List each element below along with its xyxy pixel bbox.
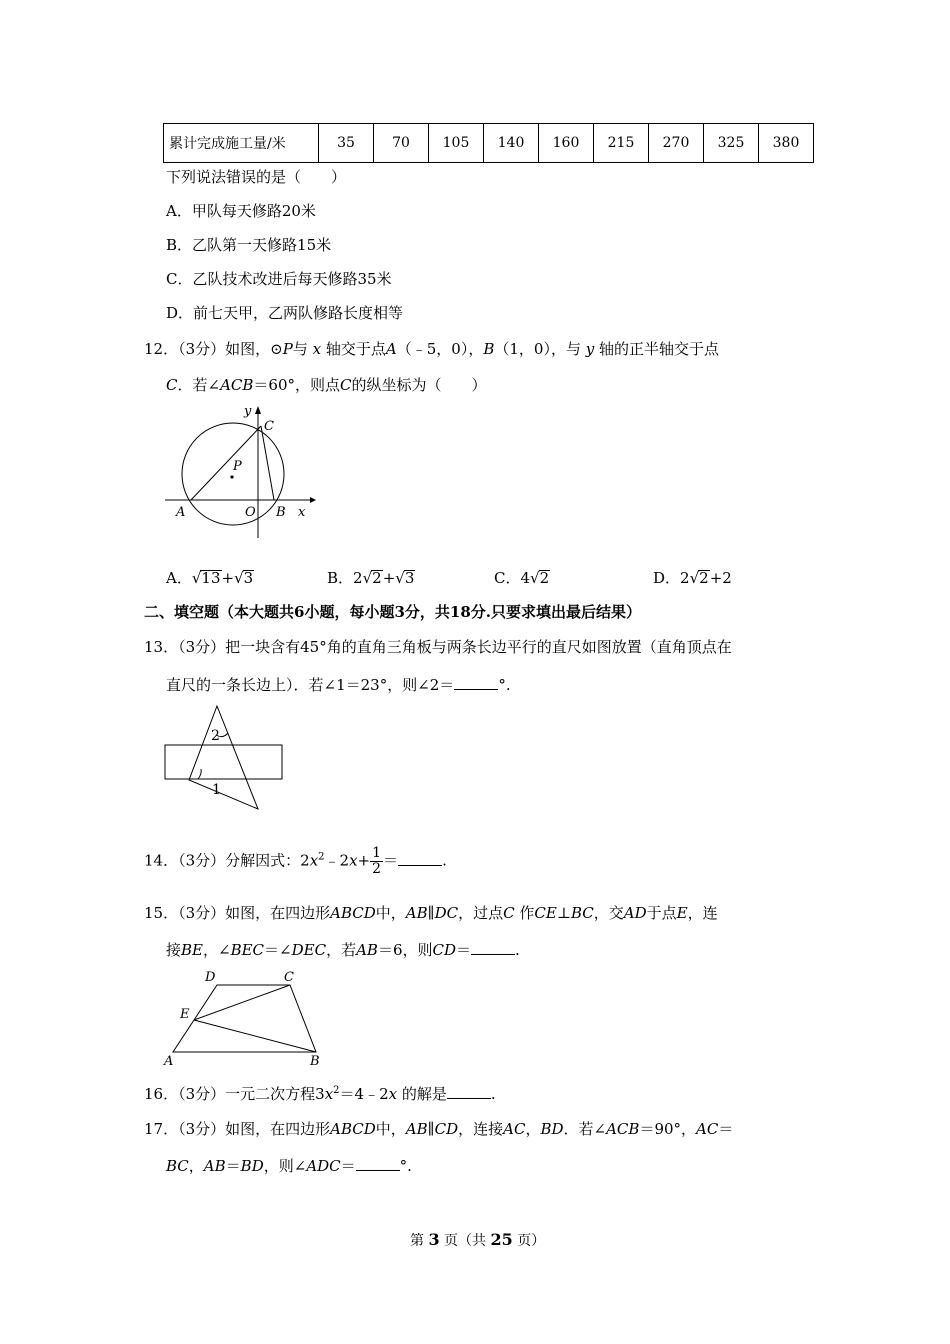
label-p: P bbox=[233, 459, 242, 474]
label-c: C bbox=[284, 970, 294, 985]
table-row bbox=[164, 124, 814, 163]
q12-line1: 12．（3分）如图，⊙P与 x 轴交于点A（﹣5，0），B（1，0），与 y 轴的正半轴交于点 bbox=[144, 340, 720, 358]
q12-option-c: C．4√2 bbox=[494, 569, 550, 587]
table-cell: 325 bbox=[704, 124, 759, 163]
label-b: B bbox=[276, 505, 286, 520]
construction-table bbox=[163, 123, 814, 163]
label-a: A bbox=[164, 1054, 174, 1069]
table-cell: 270 bbox=[649, 124, 704, 163]
label-x: x bbox=[298, 505, 306, 520]
q12-figure bbox=[160, 400, 320, 540]
q13-line2: 直尺的一条长边上）．若∠1＝23°，则∠2＝ °. bbox=[166, 676, 511, 694]
q13-line1: 13．（3分）把一块含有45°角的直角三角板与两条长边平行的直尺如图放置（直角顶点在 bbox=[144, 638, 732, 656]
y-axis-arrow-icon bbox=[255, 406, 261, 414]
ruler bbox=[165, 745, 282, 779]
table-cell: 70 bbox=[374, 124, 429, 163]
circle-p bbox=[182, 423, 284, 525]
label-d: D bbox=[205, 970, 216, 985]
table-cell: 380 bbox=[759, 124, 814, 163]
q13-figure bbox=[160, 702, 290, 814]
q12-option-a: A．√13+√3 bbox=[166, 569, 254, 587]
angle-1-arc bbox=[198, 769, 201, 779]
table-header-cell: 累计完成施工量/米 bbox=[164, 124, 319, 163]
table-cell: 160 bbox=[539, 124, 594, 163]
q15-figure bbox=[160, 964, 335, 1070]
table-cell: 140 bbox=[484, 124, 539, 163]
q11-option-b: B．乙队第一天修路15米 bbox=[166, 236, 332, 254]
label-o: O bbox=[245, 505, 256, 520]
q12-option-b: B．2√2+√3 bbox=[327, 569, 415, 587]
answer-blank[interactable] bbox=[356, 1156, 400, 1171]
q15-line1: 15．（3分）如图，在四边形ABCD中，AB∥DC，过点C 作CE⊥BC，交AD于点E，连 bbox=[144, 904, 718, 922]
table-cell: 215 bbox=[594, 124, 649, 163]
label-c: C bbox=[264, 419, 274, 434]
set-square bbox=[189, 706, 258, 809]
q11-option-d: D．前七天甲，乙两队修路长度相等 bbox=[166, 304, 404, 322]
segment-be bbox=[194, 1020, 316, 1052]
q15-line2: 接BE，∠BEC＝∠DEC，若AB＝6，则CD＝ . bbox=[166, 941, 520, 959]
angle-2-label: 2 bbox=[211, 728, 220, 744]
table-cell: 35 bbox=[319, 124, 374, 163]
q16-line: 16．（3分）一元二次方程$3x^2=4﹣2x$ 的解是 . bbox=[144, 1085, 496, 1103]
answer-blank[interactable] bbox=[454, 675, 498, 690]
x-axis-arrow-icon bbox=[310, 497, 316, 503]
label-b: B bbox=[310, 1054, 320, 1069]
page-footer: 第 3 页（共 25 页） bbox=[410, 1230, 546, 1249]
q11-option-c: C．乙队技术改进后每天修路35米 bbox=[166, 270, 392, 288]
fraction: $\frac{1}{2}$ bbox=[372, 845, 382, 877]
quadrilateral-abcd bbox=[173, 985, 316, 1052]
label-y: y bbox=[244, 404, 252, 419]
segment-ac bbox=[191, 426, 261, 500]
angle-1-label: 1 bbox=[212, 782, 221, 798]
table-cell: 105 bbox=[429, 124, 484, 163]
q17-line2: BC，AB＝BD，则∠ADC＝ °. bbox=[166, 1157, 412, 1175]
label-e: E bbox=[180, 1007, 190, 1022]
q11-stem: 下列说法错误的是（ ） bbox=[166, 168, 347, 186]
label-a: A bbox=[176, 505, 186, 520]
answer-blank[interactable] bbox=[471, 940, 515, 955]
segment-ce bbox=[194, 985, 290, 1020]
q12-line2: C．若∠ACB＝60°，则点C的纵坐标为（ ） bbox=[166, 376, 487, 394]
q12-option-d: D．2√2+2 bbox=[653, 569, 732, 587]
answer-blank[interactable] bbox=[447, 1084, 491, 1099]
answer-blank[interactable] bbox=[398, 851, 442, 866]
page-total: 25 bbox=[490, 1230, 513, 1249]
q17-line1: 17．（3分）如图，在四边形ABCD中，AB∥CD，连接AC，BD．若∠ACB＝90°，AC＝ bbox=[144, 1120, 734, 1138]
q11-option-a: A．甲队每天修路20米 bbox=[166, 202, 316, 220]
center-point bbox=[230, 475, 233, 478]
section-2-heading: 二、填空题（本大题共6小题，每小题3分，共18分.只要求填出最后结果） bbox=[144, 603, 641, 621]
page-number: 3 bbox=[428, 1230, 440, 1249]
q14-line: 14．（3分）分解因式：$2x^2﹣2x+$ $\frac{1}{2}$ ＝ . bbox=[144, 845, 447, 877]
